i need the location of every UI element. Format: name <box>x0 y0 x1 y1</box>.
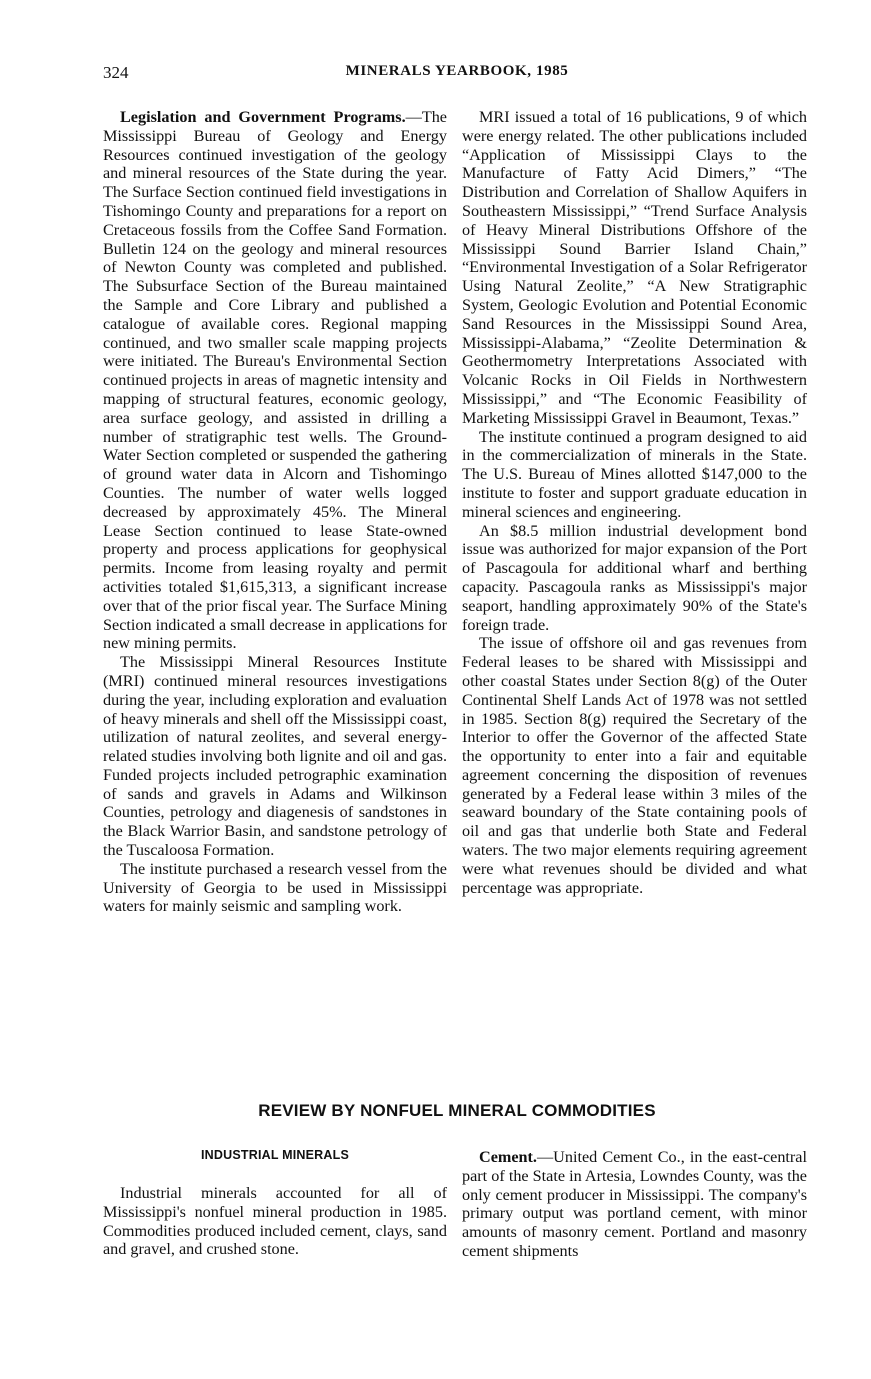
running-title: MINERALS YEARBOOK, 1985 <box>345 63 569 79</box>
paragraph-legislation <box>103 108 447 653</box>
right-column-bottom <box>462 1148 807 1261</box>
paragraph-industrial-minerals: Industrial minerals accounted for all of Mississippi's nonfuel mineral production in 1985. Commodities produced included cement, clays, sand and gravel, and crushed stone. <box>103 1184 447 1259</box>
left-column-bottom <box>103 1184 447 1259</box>
paragraph-offshore-revenues: The issue of offshore oil and gas revenues from Federal leases to be shared with Mississippi and other coastal States under Section 8(g) of the Outer Continental Shelf Lands Act of 1978 was not settled in 1985. Section 8(g) required the Secretary of the Interior to offer the Governor of the affected State the opportunity to enter into a fair and equitable agreement concerning the disposition of revenues generated by a Federal lease within 3 miles of the seaward boundary of the State containing pools of oil and gas that underlie both State and Federal waters. The two major elements requiring agreement were what revenues should be divided and what percentage was appropriate. <box>462 634 807 897</box>
running-header <box>103 63 811 85</box>
left-column-top <box>103 108 447 916</box>
runin-heading-legislation: Legislation and Government Programs. <box>120 108 406 126</box>
section-heading: REVIEW BY NONFUEL MINERAL COMMODITIES <box>258 1101 656 1120</box>
runin-heading-cement: Cement. <box>479 1148 537 1166</box>
paragraph-legislation-text: —The Mississippi Bureau of Geology and Energy Resources continued investigation of the geology and mineral resources of the State during the year. The Surface Section continued field investigations in Tishomingo County and preparations for a report on Cretaceous fossils from the Coffee Sand Formation. Bulletin 124 on the geology and mineral resources of Newton County was completed and published. The Subsurface Section of the Bureau maintained the Sample and Core Library and published a catalogue of available cores. Regional mapping continued, and two smaller scale mapping projects were initiated. The Bureau's Environmental Section continued projects in areas of magnetic intensity and mapping of structural features, economic geology, area surface geology, and assisted in drilling a number of stratigraphic test wells. The Ground-Water Section completed or suspended the gathering of ground water data in Alcorn and Tishomingo Counties. The number of water wells logged decreased by approximately 45%. The Mineral Lease Section continued to lease State-owned property and process applications for geophysical permits. Income from leasing royalty and permit activities totaled $1,615,313, a significant increase over that of the prior fiscal year. The Surface Mining Section indicated a small decrease in applications for new mining permits. <box>103 108 447 653</box>
paragraph-research-vessel: The institute purchased a research vessel from the University of Georgia to be used in Mississippi waters for mainly seismic and sampling work. <box>103 859 447 916</box>
paragraph-mri-publications: MRI issued a total of 16 publications, 9 of which were energy related. The other publications included “Application of Mississippi Clays to the Manufacture of Fatty Acid Dimers,” “The Distribution and Correlation of Shallow Aquifers in Southeastern Mississippi,” “Trend Surface Analysis of Heavy Mineral Distributions Offshore of the Mississippi Sound Barrier Island Chain,” “Environmental Investigation of a Solar Refrigerator Using Natural Zeolite,” “A New Stratigraphic System, Geologic Evolution and Potential Economic Sand Resources in the Mississippi Sound Area, Mississippi-Alabama,” “Zeolite Determination & Geothermometry Interpretations Associated with Volcanic Rocks in Oil Fields in Northwestern Mississippi,” and “The Economic Feasibility of Marketing Mississippi Gravel in Beaumont, Texas.” <box>462 108 807 427</box>
page-number: 324 <box>103 63 129 82</box>
right-column-top <box>462 108 807 897</box>
subheading-industrial-minerals: INDUSTRIAL MINERALS <box>200 1148 349 1162</box>
paragraph-commercialization: The institute continued a program designed to aid in the commercialization of minerals in the State. The U.S. Bureau of Mines allotted $147,000 to the institute to foster and support graduate education in mineral sciences and engineering. <box>462 427 807 521</box>
paragraph-port-pascagoula: An $8.5 million industrial development bond issue was authorized for major expansion of the Port of Pascagoula for additional wharf and berthing capacity. Pascagoula ranks as Mississippi's major seaport, handling approximately 90% of the State's foreign trade. <box>462 521 807 634</box>
paragraph-cement <box>462 1148 807 1261</box>
paragraph-cement-text: —United Cement Co., in the east-central part of the State in Artesia, Lowndes County, was the only cement producer in Mississippi. The company's primary output was portland cement, with minor amounts of masonry cement. Portland and masonry cement shipments <box>462 1148 807 1260</box>
paragraph-mri-institute: The Mississippi Mineral Resources Institute (MRI) continued mineral resources investigations during the year, including exploration and evaluation of heavy minerals and shell off the Mississippi coast, utilization of natural zeolites, and several energy-related studies involving both lignite and oil and gas. Funded projects included petrographic examination of sands and gravels in Adams and Wilkinson Counties, petrology and diagenesis of sandstones in the Black Warrior Basin, and sandstone petrology of the Tuscaloosa Formation. <box>103 653 447 860</box>
